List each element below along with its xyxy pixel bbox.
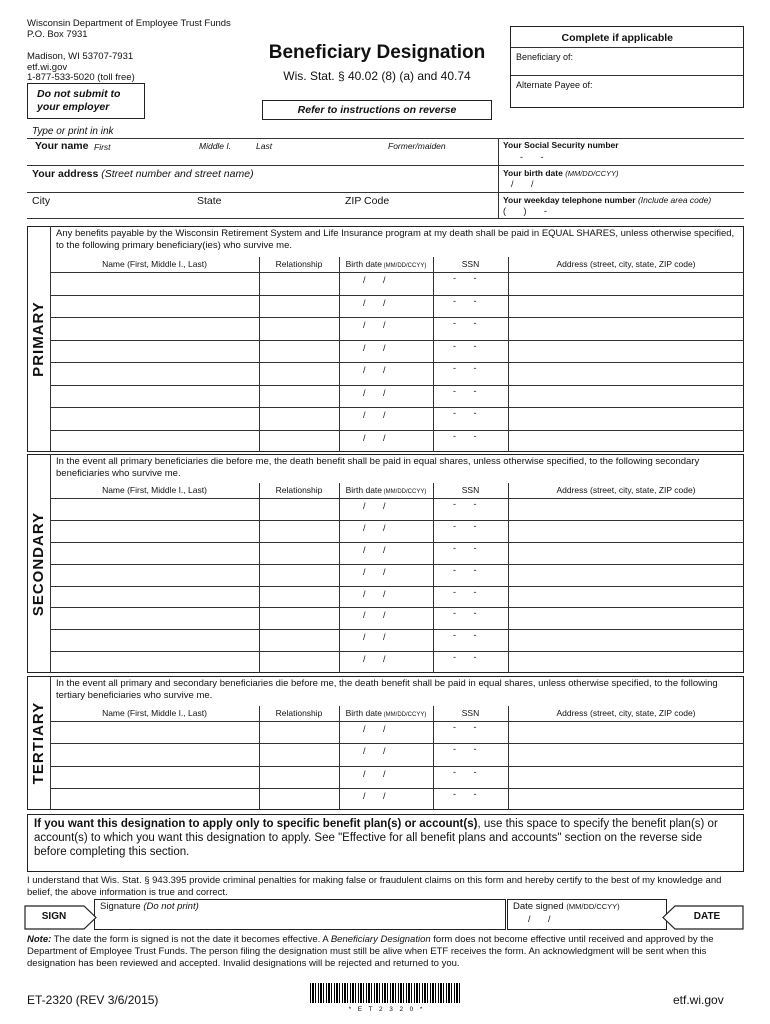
barcode-image	[310, 983, 462, 1003]
form-id: ET-2320 (REV 3/6/2015)	[27, 993, 159, 1007]
secondary-row-ssn-mask: - -	[453, 652, 477, 663]
former-label: Former/maiden	[388, 141, 446, 151]
secondary-row-birth-field[interactable]	[341, 522, 431, 540]
ssn-field[interactable]	[502, 151, 740, 164]
tertiary-row-relationship-field[interactable]	[261, 745, 337, 763]
specific-plan-text	[28, 815, 743, 859]
secondary-row-rule	[50, 542, 744, 543]
primary-row-address-field[interactable]	[510, 342, 742, 361]
secondary-row-name-field[interactable]	[52, 609, 257, 627]
tertiary-col-ssn-header: SSN	[461, 708, 480, 718]
po-box: P.O. Box 7931	[27, 29, 88, 40]
primary-row-birth-field[interactable]	[341, 319, 431, 338]
specific-plan-rest: , use this space to specify the benefit plan(s) or account(s) to which you want this designation to apply. See "Effective for all benefit plans and accounts" section on the reverse side before completing this section.	[34, 818, 718, 858]
secondary-row-address-field[interactable]	[510, 566, 742, 584]
zip-label: ZIP Code	[345, 195, 390, 207]
city-state-zip-field[interactable]	[30, 206, 495, 217]
middle-label: Middle I.	[199, 141, 232, 151]
your-name-label: Your name	[35, 140, 89, 152]
primary-row-ssn-mask: - -	[453, 430, 477, 441]
birth-label: Your birth date	[503, 168, 563, 178]
complete-if-text: Complete if applicable	[561, 32, 673, 44]
secondary-row-birth-field[interactable]	[341, 544, 431, 562]
secondary-row-rule	[50, 651, 744, 652]
secondary-row-date-mask: / /	[363, 566, 386, 577]
secondary-col-relationship-header: Relationship	[275, 485, 323, 495]
primary-row-birth-field[interactable]	[341, 387, 431, 406]
specific-plan-box[interactable]	[27, 814, 744, 872]
tertiary-row-rule	[50, 766, 744, 767]
primary-row-birth-field[interactable]	[341, 409, 431, 428]
secondary-row-relationship-field[interactable]	[261, 609, 337, 627]
primary-row-ssn-mask: - -	[453, 340, 477, 351]
tertiary-row-ssn-mask: - -	[453, 722, 477, 732]
secondary-row-address-field[interactable]	[510, 500, 742, 518]
secondary-row-date-mask: / /	[363, 544, 386, 555]
primary-row-birth-field[interactable]	[341, 432, 431, 451]
tertiary-row-address-field[interactable]	[510, 723, 742, 741]
primary-col-name-header: Name (First, Middle I., Last)	[102, 259, 207, 269]
tertiary-col-relationship-header: Relationship	[275, 708, 323, 718]
certification-text: I understand that Wis. Stat. § 943.395 provide criminal penalties for making false or fraudulent claims on this form and hereby certify to the best of my knowledge and belief, the above information is true and correct.	[27, 875, 722, 898]
secondary-row-address-field[interactable]	[510, 522, 742, 540]
tertiary-row-relationship-field[interactable]	[261, 723, 337, 741]
note-lead: Note:	[27, 934, 52, 945]
primary-row-address-field[interactable]	[510, 319, 742, 338]
tertiary-row-ssn-mask: - -	[453, 744, 477, 755]
primary-row-birth-field[interactable]	[341, 364, 431, 383]
type-print-instruction: Type or print in ink	[32, 126, 114, 137]
city-zip: Madison, WI 53707-7931	[27, 51, 134, 62]
signature-box[interactable]	[94, 899, 506, 930]
phone-field[interactable]	[502, 205, 740, 218]
phone-hint: (Include area code)	[637, 195, 712, 205]
website: etf.wi.gov	[27, 62, 68, 73]
tertiary-col-birth-hint: (MM/DD/CCYY)	[382, 712, 427, 718]
phone-label-row	[503, 195, 711, 205]
primary-row-ssn-mask: - -	[453, 408, 477, 418]
secondary-row-rule	[50, 520, 744, 521]
signature-hint: (Do not print)	[143, 901, 199, 912]
secondary-col-birth-header: Birth date (MM/DD/CCYY)	[345, 485, 427, 495]
primary-row-relationship-field[interactable]	[261, 342, 337, 361]
ssn-mask: - -	[520, 152, 544, 162]
birth-label-row	[503, 168, 619, 178]
address-hint: (Street number and street name)	[101, 168, 254, 180]
secondary-row-relationship-field[interactable]	[261, 653, 337, 671]
note-text	[27, 934, 742, 970]
footer-website: etf.wi.gov	[673, 993, 724, 1007]
primary-row-date-mask: / /	[363, 342, 386, 353]
secondary-col-name-header: Name (First, Middle I., Last)	[102, 485, 207, 495]
secondary-row-rule	[50, 586, 744, 587]
primary-intro-text: Any benefits payable by the Wisconsin Retirement System and Life Insurance program at my death shall be paid in EQUAL SHARES, unless otherwise specified, to the following primary beneficiary(ies) who survive me.	[56, 228, 735, 251]
address-field[interactable]	[30, 180, 495, 191]
primary-row-relationship-field[interactable]	[261, 432, 337, 451]
secondary-row-date-mask: / /	[363, 501, 386, 511]
secondary-row-name-field[interactable]	[52, 566, 257, 584]
tertiary-col-birth-header: Birth date (MM/DD/CCYY)	[345, 708, 427, 718]
ssn-label: Your Social Security number	[503, 140, 619, 150]
form-title: Beneficiary Designation	[268, 42, 486, 63]
secondary-section-label: SECONDARY	[29, 511, 47, 616]
secondary-row-birth-field[interactable]	[341, 566, 431, 584]
primary-row-rule	[50, 362, 744, 363]
primary-row-relationship-field[interactable]	[261, 409, 337, 428]
birth-mask: / /	[511, 179, 534, 189]
your-name-field[interactable]	[30, 153, 495, 164]
primary-row-rule	[50, 317, 744, 318]
secondary-row-address-field[interactable]	[510, 588, 742, 606]
tertiary-row-relationship-field[interactable]	[261, 790, 337, 808]
secondary-row-ssn-mask: - -	[453, 564, 477, 575]
tertiary-row-ssn-mask: - -	[453, 766, 477, 777]
secondary-row-birth-field[interactable]	[341, 500, 431, 518]
primary-row-ssn-mask: - -	[453, 385, 477, 396]
primary-row-address-field[interactable]	[510, 364, 742, 383]
secondary-row-name-field[interactable]	[52, 522, 257, 540]
primary-col-ssn-header: SSN	[461, 259, 480, 269]
secondary-row-rule	[50, 564, 744, 565]
primary-row-ssn-mask: - -	[453, 273, 477, 283]
primary-row-name-field[interactable]	[52, 387, 257, 406]
primary-col-address-header: Address (street, city, state, ZIP code)	[556, 259, 696, 269]
primary-row-name-field[interactable]	[52, 319, 257, 338]
secondary-row-name-field[interactable]	[52, 588, 257, 606]
primary-row-date-mask: / /	[363, 410, 386, 420]
secondary-row-name-field[interactable]	[52, 631, 257, 649]
tertiary-row-date-mask: / /	[363, 768, 386, 779]
secondary-row-name-field[interactable]	[52, 500, 257, 518]
secondary-row-ssn-mask: - -	[453, 542, 477, 553]
phone: 1-877-533-5020 (toll free)	[27, 72, 135, 83]
primary-row-birth-field[interactable]	[341, 274, 431, 293]
secondary-col-ssn-header: SSN	[461, 485, 480, 495]
secondary-row-address-field[interactable]	[510, 609, 742, 627]
beneficiary-of-label: Beneficiary of:	[516, 52, 574, 62]
secondary-row-rule	[50, 607, 744, 608]
secondary-row-address-field[interactable]	[510, 631, 742, 649]
primary-row-relationship-field[interactable]	[261, 364, 337, 383]
primary-row-date-mask: / /	[363, 320, 386, 330]
tertiary-row-address-field[interactable]	[510, 790, 742, 808]
birth-hint: (MM/DD/CCYY)	[565, 169, 619, 178]
note-b: form does not become effective until received and approved by the Department of Employee Trust Funds. The person filing the designation must still be alive when ETF receives the form. An acknowledgment will be sent when this designation has been reviewed and accepted. Invalid designations will be rejected and returned to you.	[27, 934, 714, 969]
secondary-row-rule	[50, 629, 744, 630]
primary-row-date-mask: / /	[363, 275, 386, 285]
tertiary-intro-text: In the event all primary and secondary beneficiaries die before me, the death benefit shall be paid in equal shares, unless otherwise specified, to the following tertiary beneficiaries who survive me.	[56, 678, 718, 701]
primary-row-name-field[interactable]	[52, 432, 257, 451]
secondary-col-birth-hint: (MM/DD/CCYY)	[382, 489, 427, 495]
signature-label: Signature	[100, 901, 141, 912]
secondary-row-ssn-mask: - -	[453, 586, 477, 597]
tertiary-row-relationship-field[interactable]	[261, 768, 337, 786]
secondary-row-date-mask: / /	[363, 610, 386, 621]
tertiary-section-label: TERTIARY	[29, 701, 47, 785]
primary-col-relationship-header: Relationship	[275, 259, 323, 269]
date-tag-text: DATE	[693, 911, 721, 922]
secondary-row-ssn-mask: - -	[453, 499, 477, 509]
tertiary-row-birth-field[interactable]	[341, 768, 431, 786]
secondary-intro-text: In the event all primary beneficiaries die before me, the death benefit shall be paid in equal shares, unless otherwise specified, to the following secondary beneficiaries who survive me.	[56, 456, 700, 479]
first-label: First	[94, 142, 111, 152]
secondary-row-ssn-mask: - -	[453, 520, 477, 531]
primary-row-date-mask: / /	[363, 297, 386, 308]
tertiary-row-rule	[50, 788, 744, 789]
primary-row-relationship-field[interactable]	[261, 319, 337, 338]
secondary-row-date-mask: / /	[363, 522, 386, 533]
secondary-row-name-field[interactable]	[52, 653, 257, 671]
secondary-row-relationship-field[interactable]	[261, 631, 337, 649]
address-label: Your address	[32, 168, 99, 180]
tertiary-row-name-field[interactable]	[52, 723, 257, 741]
primary-row-rule	[50, 407, 744, 408]
alternate-payee-label: Alternate Payee of:	[516, 80, 593, 90]
statute: Wis. Stat. § 40.02 (8) (a) and 40.74	[283, 69, 471, 83]
primary-row-relationship-field[interactable]	[261, 297, 337, 316]
primary-row-name-field[interactable]	[52, 364, 257, 383]
phone-label: Your weekday telephone number	[503, 195, 636, 205]
primary-row-relationship-field[interactable]	[261, 274, 337, 293]
primary-row-date-mask: / /	[363, 365, 386, 375]
secondary-row-relationship-field[interactable]	[261, 588, 337, 606]
date-signed-box[interactable]	[507, 899, 667, 930]
secondary-row-birth-field[interactable]	[341, 631, 431, 649]
secondary-row-relationship-field[interactable]	[261, 544, 337, 562]
tertiary-col-address-header: Address (street, city, state, ZIP code)	[556, 708, 696, 718]
secondary-row-birth-field[interactable]	[341, 653, 431, 671]
tertiary-col-name-header: Name (First, Middle I., Last)	[102, 708, 207, 718]
primary-row-address-field[interactable]	[510, 387, 742, 406]
secondary-row-birth-field[interactable]	[341, 609, 431, 627]
state-label: State	[197, 195, 222, 207]
secondary-row-address-field[interactable]	[510, 653, 742, 671]
tertiary-row-date-mask: / /	[363, 790, 386, 801]
alternate-payee-field[interactable]	[601, 78, 736, 92]
primary-row-address-field[interactable]	[510, 297, 742, 316]
org-name: Wisconsin Department of Employee Trust Funds	[27, 18, 231, 29]
specific-plan-bold: If you want this designation to apply only to specific benefit plan(s) or account(s)	[34, 818, 478, 830]
secondary-row-name-field[interactable]	[52, 544, 257, 562]
tertiary-row-ssn-mask: - -	[453, 788, 477, 799]
primary-col-birth-hint: (MM/DD/CCYY)	[382, 263, 427, 269]
primary-row-address-field[interactable]	[510, 274, 742, 293]
primary-row-date-mask: / /	[363, 387, 386, 398]
primary-col-birth-header: Birth date (MM/DD/CCYY)	[345, 259, 427, 269]
secondary-row-date-mask: / /	[363, 588, 386, 599]
complete-if-applicable-box	[510, 26, 744, 108]
secondary-row-birth-field[interactable]	[341, 588, 431, 606]
date-signed-mask: / /	[528, 914, 551, 924]
primary-row-name-field[interactable]	[52, 409, 257, 428]
primary-row-birth-field[interactable]	[341, 342, 431, 361]
tertiary-row-date-mask: / /	[363, 746, 386, 757]
primary-row-rule	[50, 340, 744, 341]
do-not-submit-text: Do not submit to your employer	[37, 88, 121, 113]
secondary-row-address-field[interactable]	[510, 544, 742, 562]
sign-tag-text: SIGN	[41, 911, 67, 922]
primary-row-ssn-mask: - -	[453, 363, 477, 373]
secondary-row-date-mask: / /	[363, 654, 386, 665]
tertiary-row-address-field[interactable]	[510, 768, 742, 786]
primary-row-name-field[interactable]	[52, 274, 257, 293]
tertiary-row-birth-field[interactable]	[341, 790, 431, 808]
secondary-row-relationship-field[interactable]	[261, 522, 337, 540]
tertiary-row-address-field[interactable]	[510, 745, 742, 763]
tertiary-row-date-mask: / /	[363, 724, 386, 734]
primary-row-birth-field[interactable]	[341, 297, 431, 316]
primary-row-name-field[interactable]	[52, 297, 257, 316]
tertiary-row-name-field[interactable]	[52, 768, 257, 786]
tertiary-row-birth-field[interactable]	[341, 723, 431, 741]
secondary-col-address-header: Address (street, city, state, ZIP code)	[556, 485, 696, 495]
tertiary-row-name-field[interactable]	[52, 745, 257, 763]
primary-section-label: PRIMARY	[29, 301, 47, 377]
primary-row-relationship-field[interactable]	[261, 387, 337, 406]
primary-row-date-mask: / /	[363, 432, 386, 443]
primary-row-address-field[interactable]	[510, 409, 742, 428]
city-label: City	[32, 195, 51, 207]
primary-row-rule	[50, 430, 744, 431]
secondary-row-relationship-field[interactable]	[261, 500, 337, 518]
address-label-row	[32, 168, 254, 180]
refer-box	[262, 100, 492, 120]
refer-text: Refer to instructions on reverse	[297, 104, 457, 116]
date-signed-label: Date signed	[513, 901, 564, 912]
note-a: The date the form is signed is not the date it becomes effective. A	[51, 934, 331, 945]
primary-row-name-field[interactable]	[52, 342, 257, 361]
date-signed-label-row	[513, 901, 620, 912]
note-em: Beneficiary Designation	[330, 934, 431, 945]
date-signed-hint: (MM/DD/CCYY)	[566, 902, 620, 911]
barcode-text: * E T 2 3 2 0 *	[348, 1006, 424, 1013]
primary-row-rule	[50, 385, 744, 386]
secondary-row-ssn-mask: - -	[453, 608, 477, 619]
last-label: Last	[256, 141, 273, 151]
beneficiary-of-field[interactable]	[586, 50, 736, 64]
secondary-row-date-mask: / /	[363, 632, 386, 643]
secondary-row-ssn-mask: - -	[453, 630, 477, 641]
tertiary-row-birth-field[interactable]	[341, 745, 431, 763]
primary-row-rule	[50, 295, 744, 296]
primary-row-ssn-mask: - -	[453, 318, 477, 328]
signature-label-row	[100, 901, 199, 912]
primary-row-ssn-mask: - -	[453, 295, 477, 306]
tertiary-row-rule	[50, 743, 744, 744]
primary-row-address-field[interactable]	[510, 432, 742, 451]
tertiary-row-name-field[interactable]	[52, 790, 257, 808]
birth-date-field[interactable]	[502, 178, 740, 191]
secondary-row-relationship-field[interactable]	[261, 566, 337, 584]
do-not-submit-box	[27, 83, 145, 119]
phone-mask: ( ) -	[503, 206, 547, 216]
